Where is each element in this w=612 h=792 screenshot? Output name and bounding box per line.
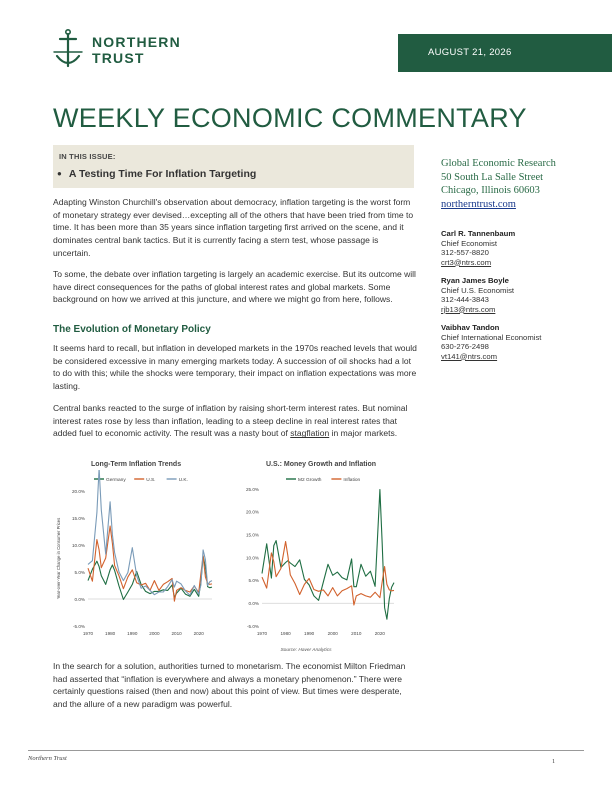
series-line [262, 490, 394, 620]
in-this-issue-heading: IN THIS ISSUE: [59, 152, 116, 161]
chart-source-note: Source: Haver Analytics [280, 648, 332, 653]
y-axis-label: Year-over-Year Change in Consumer Prices [56, 517, 61, 600]
page-number: 1 [552, 758, 556, 765]
paragraph-1: Adapting Winston Churchill's observation about democracy, inflation targeting is the worst form of monetary strategy ever devised…excepting all of the others that have been tried from time to time. It has been more than 35 years since inflation targeting first arrived on the scene, and it dominates central bank tactics. But it is currently facing a stern test, whose passage is uncertain. [53, 197, 414, 258]
footer-divider [28, 750, 584, 751]
x-tick-label: 2020 [193, 631, 204, 636]
y-tick-label: 10.0% [245, 555, 259, 561]
in-this-issue-box [53, 145, 414, 188]
contact-phone: 312-557-8820 [441, 248, 489, 257]
x-tick-label: 2000 [149, 631, 160, 636]
stagflation-link[interactable]: stagflation [290, 428, 330, 439]
contact-title: Chief International Economist [441, 332, 542, 342]
y-tick-label: -5.0% [246, 623, 259, 629]
contact-email-link[interactable]: vt141@ntrs.com [441, 351, 498, 361]
contact-email-link[interactable]: rjb13@ntrs.com [441, 304, 496, 314]
legend-label: M2 Growth [298, 477, 322, 483]
x-tick-label: 2010 [171, 631, 182, 636]
y-tick-label: 0.0% [74, 596, 85, 602]
bullet-icon: ● [57, 169, 62, 178]
address-line-2: Chicago, Illinois 60603 [441, 185, 540, 197]
legend-label: Germany [106, 477, 126, 483]
x-tick-label: 1980 [105, 631, 116, 636]
chart-1-title: Long-Term Inflation Trends [91, 461, 182, 468]
research-address [441, 157, 556, 211]
x-tick-label: 1990 [304, 631, 315, 636]
y-tick-label: 0.0% [248, 600, 259, 606]
paragraph-4-text-a: Central banks reacted to the surge of inflation by raising short-term interest rates. But nominal interest rates rose by less than inflation, leading to a steep decline in real interest rates that added fuel to economic activity. The result was a nasty bout of [53, 403, 408, 439]
y-tick-label: 5.0% [74, 569, 85, 575]
y-tick-label: 25.0% [245, 486, 259, 492]
contact-title: Chief U.S. Economist [441, 285, 515, 295]
contact-card [441, 323, 541, 361]
x-tick-label: 2010 [351, 631, 362, 636]
logo-line-2: TRUST [92, 50, 145, 66]
paragraph-4-text-b: in major markets. [329, 428, 398, 439]
x-tick-label: 1980 [280, 631, 291, 636]
contact-card [441, 229, 515, 267]
contact-card [441, 276, 514, 314]
paragraph-5: In the search for a solution, authorities turned to monetarism. The economist Milton Friedman had asserted that “inflation is everywhere and always a monetary phenomenon.” There were certainly questions raised (then and now) about this point of view. But times were desperate, and the allure of a new paradigm was powerful. [53, 661, 406, 710]
x-tick-label: 1970 [256, 631, 268, 636]
contact-phone: 312-444-3843 [441, 295, 489, 304]
publication-date: AUGUST 21, 2026 [428, 47, 512, 58]
contact-phone: 630-276-2498 [441, 342, 489, 351]
y-tick-label: 20.0% [245, 509, 259, 515]
paragraph-3: It seems hard to recall, but inflation in developed markets in the 1970s reached levels that would be considered excessive in many emerging markets today. A succession of oil shocks had a lot to do with this; while the shocks were temporary, their impact on inflation expectations was more lasting. [53, 343, 417, 392]
date-banner [398, 34, 612, 72]
x-tick-label: 1970 [82, 631, 94, 636]
contact-name: Carl R. Tannenbaum [441, 229, 516, 238]
paragraph-2: To some, the debate over inflation targeting is largely an academic exercise. But its outcome will have direct consequences for the paths of global interest rates and global markets. Some background on how we arrived at this juncture, and where we might go from here, follows. [53, 269, 416, 305]
series-line [88, 470, 212, 595]
x-tick-label: 1990 [127, 631, 138, 636]
footer-brand: Northern Trust [28, 755, 67, 762]
contact-name: Ryan James Boyle [441, 276, 509, 285]
chart-2-money-growth-inflation [226, 470, 406, 645]
series-line [262, 542, 394, 606]
y-tick-label: 15.0% [71, 515, 85, 521]
legend-label: Inflation [343, 477, 361, 483]
website-link[interactable]: northerntrust.com [441, 198, 516, 210]
issue-item[interactable] [57, 168, 256, 180]
legend-label: U.S. [146, 477, 156, 483]
x-tick-label: 2000 [327, 631, 338, 636]
paragraph-4 [53, 402, 417, 440]
y-tick-label: 15.0% [245, 532, 259, 538]
y-tick-label: 5.0% [248, 578, 259, 584]
y-tick-label: -5.0% [72, 623, 85, 629]
legend-label: U.K. [178, 477, 188, 483]
y-tick-label: 20.0% [71, 488, 85, 494]
logo-line-1: NORTHERN [92, 34, 181, 50]
y-tick-label: 10.0% [71, 542, 85, 548]
org-name: Global Economic Research [441, 158, 556, 169]
chart-1-long-term-inflation [52, 470, 227, 645]
contact-title: Chief Economist [441, 238, 497, 248]
series-line [88, 556, 212, 599]
x-tick-label: 2020 [374, 631, 385, 636]
address-line-1: 50 South La Salle Street [441, 171, 544, 183]
issue-item-label: A Testing Time For Inflation Targeting [68, 168, 257, 180]
chart-2-title: U.S.: Money Growth and Inflation [266, 461, 377, 468]
page-title: WEEKLY ECONOMIC COMMENTARY [53, 103, 527, 133]
contact-email-link[interactable]: crt3@ntrs.com [441, 257, 492, 267]
contact-name: Vaibhav Tandon [441, 323, 500, 332]
section-heading: The Evolution of Monetary Policy [53, 324, 211, 335]
logo-wordmark [92, 34, 181, 66]
